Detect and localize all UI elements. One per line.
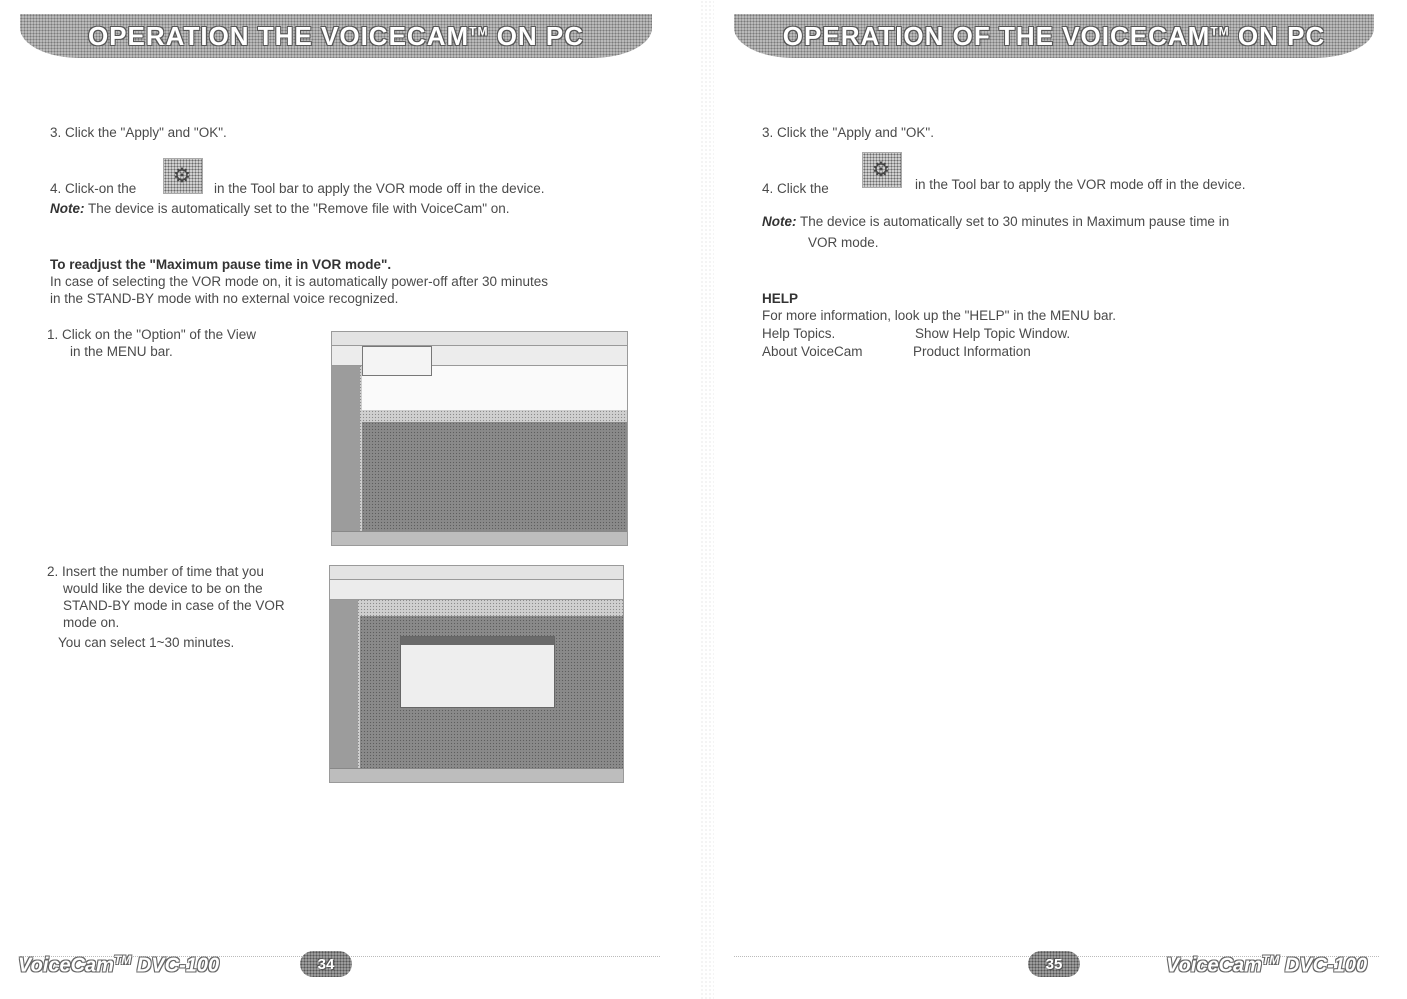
view-menu-dropdown [362,346,432,376]
right-footer-model: VoiceCam™ DVC-100 [1166,953,1368,977]
right-note-line-1: The device is automatically set to 30 minutes in Maximum pause time in [800,214,1230,229]
option-dialog [400,636,555,708]
help-row-1-item: Help Topics. [762,326,836,341]
left-item-2-line-5: You can select 1~30 minutes. [58,635,235,650]
option-dialog-screenshot [329,565,624,783]
left-item-2-line-1: 2. Insert the number of time that you [47,564,264,579]
left-step-3: 3. Click the "Apply" and "OK". [50,125,227,140]
right-page-number: 35 [1028,951,1080,977]
help-row-2-item: About VoiceCam [762,344,863,359]
right-step-3: 3. Click the "Apply and "OK". [762,125,934,140]
left-item-2-line-3: STAND-BY mode in case of the VOR [63,598,285,613]
left-page [0,0,700,999]
left-header-banner [20,14,652,58]
right-note [762,213,1229,230]
left-page-number: 34 [300,951,352,977]
left-section-line-1: In case of selecting the VOR mode on, it is automatically power-off after 30 minutes [50,274,548,289]
option-menu-screenshot [331,331,628,546]
help-row-1-desc: Show Help Topic Window. [915,326,1071,341]
left-footer-model: VoiceCam™ DVC-100 [18,953,220,977]
right-header-banner [734,14,1374,58]
left-item-2-line-4: mode on. [63,615,120,630]
help-row-2-desc: Product Information [913,344,1031,359]
left-note-text: The device is automatically set to the "Remove file with VoiceCam" on. [88,201,510,216]
right-note-label: Note: [762,214,797,229]
vor-mode-icon: ⚙ [862,152,902,188]
left-note [50,200,510,217]
right-step-4-suffix: in the Tool bar to apply the VOR mode off in the device. [915,177,1246,192]
right-step-4-prefix: 4. Click the [762,181,829,196]
left-step-4-suffix: in the Tool bar to apply the VOR mode off in the device. [214,181,545,196]
left-header-title: OPERATION THE VOICECAM™ ON PC [87,20,585,51]
left-note-label: Note: [50,201,85,216]
right-page [714,0,1407,999]
help-intro: For more information, look up the "HELP" in the MENU bar. [762,308,1116,323]
left-section-line-2: in the STAND-BY mode with no external voice recognized. [50,291,399,306]
left-step-4-prefix: 4. Click-on the [50,181,137,196]
left-item-1-line-1: 1. Click on the "Option" of the View [47,327,256,342]
left-item-1-line-2: in the MENU bar. [70,344,173,359]
left-section-title: To readjust the "Maximum pause time in VOR mode". [50,257,392,272]
right-header-title: OPERATION OF THE VOICECAM™ ON PC [782,20,1326,51]
vor-mode-icon: ⚙ [163,158,203,194]
help-title: HELP [762,291,799,306]
right-note-line-2: VOR mode. [808,235,879,250]
left-item-2-line-2: would like the device to be on the [63,581,263,596]
